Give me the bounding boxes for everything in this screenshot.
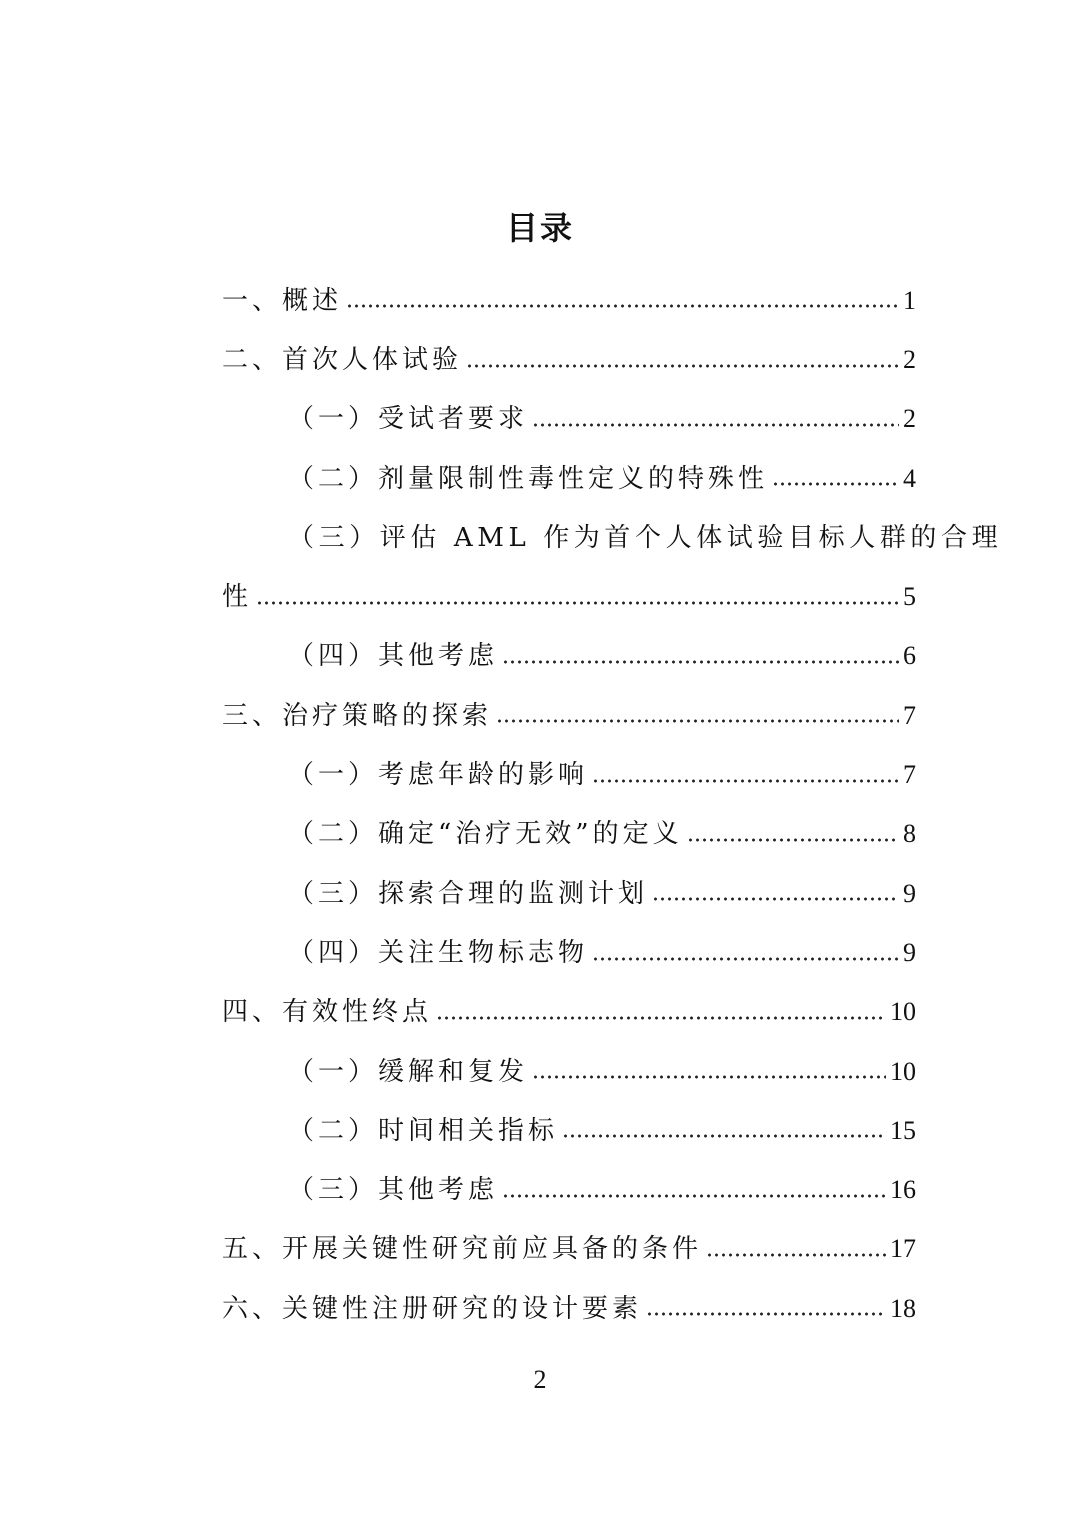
toc-entry[interactable] bbox=[222, 627, 916, 686]
toc-entry-page: 7 bbox=[903, 700, 916, 730]
dot-leader bbox=[772, 477, 899, 491]
toc-entry-label: （一）受试者要求 bbox=[288, 404, 529, 435]
toc-entry-label: 二、首次人体试验 bbox=[222, 344, 463, 375]
toc-entry-page: 10 bbox=[890, 997, 916, 1027]
dot-leader bbox=[532, 418, 899, 432]
toc-entry-label: （四）其他考虑 bbox=[288, 641, 499, 672]
toc-entry[interactable] bbox=[222, 1160, 916, 1219]
toc-entry-label: （四）关注生物标志物 bbox=[288, 937, 589, 968]
dot-leader bbox=[652, 892, 899, 906]
dot-leader bbox=[687, 833, 899, 847]
toc-entry-page: 7 bbox=[903, 760, 916, 790]
toc-entry[interactable] bbox=[222, 923, 916, 982]
toc-entry-label: 三、治疗策略的探索 bbox=[222, 700, 493, 731]
toc-title: 目录 bbox=[505, 209, 574, 247]
dot-leader bbox=[532, 1070, 886, 1084]
toc-entry-label: （三）其他考虑 bbox=[288, 1175, 499, 1206]
dot-leader bbox=[646, 1307, 886, 1321]
toc-entry[interactable] bbox=[222, 745, 916, 804]
toc-entry-label: （二）时间相关指标 bbox=[288, 1115, 559, 1146]
toc-entry-page: 9 bbox=[903, 878, 916, 908]
dot-leader bbox=[346, 299, 899, 313]
dot-leader bbox=[706, 1248, 886, 1262]
toc-entry[interactable] bbox=[222, 508, 1003, 567]
toc-entry[interactable] bbox=[222, 686, 916, 745]
toc-entry[interactable] bbox=[222, 1279, 916, 1338]
toc-entry-page: 10 bbox=[890, 1056, 916, 1086]
page-number: 2 bbox=[533, 1365, 547, 1394]
dot-leader bbox=[436, 1011, 886, 1025]
toc-entry-label: 四、有效性终点 bbox=[222, 997, 433, 1028]
toc-entry-label: 五、开展关键性研究前应具备的条件 bbox=[222, 1234, 703, 1265]
toc-entry[interactable] bbox=[222, 330, 916, 389]
dot-leader bbox=[466, 359, 899, 373]
dot-leader bbox=[502, 655, 899, 669]
toc-entry-label: 一、概述 bbox=[222, 285, 343, 316]
toc-entry-label: （一）考虑年龄的影响 bbox=[288, 760, 589, 791]
toc-entry-label: （三）探索合理的监测计划 bbox=[288, 878, 649, 909]
toc-entry-page: 17 bbox=[890, 1234, 916, 1264]
toc-entry-label-continuation: 性 bbox=[222, 582, 253, 613]
toc-entry-page: 9 bbox=[903, 937, 916, 967]
dot-leader bbox=[256, 596, 899, 610]
table-of-contents bbox=[222, 271, 1003, 1338]
toc-entry-page: 6 bbox=[903, 641, 916, 671]
toc-entry-page: 15 bbox=[890, 1115, 916, 1145]
toc-entry[interactable] bbox=[222, 864, 916, 923]
toc-entry[interactable] bbox=[222, 1220, 916, 1279]
toc-entry[interactable] bbox=[222, 983, 916, 1042]
toc-entry-label: 六、关键性注册研究的设计要素 bbox=[222, 1293, 643, 1324]
toc-entry-page: 16 bbox=[890, 1175, 916, 1205]
toc-entry-label: （二）剂量限制性毒性定义的特殊性 bbox=[288, 463, 769, 494]
toc-entry-page: 8 bbox=[903, 819, 916, 849]
dot-leader bbox=[562, 1129, 886, 1143]
dot-leader bbox=[496, 714, 899, 728]
dot-leader bbox=[502, 1189, 886, 1203]
toc-entry-label: （三）评估 AML 作为首个人体试验目标人群的合理 bbox=[288, 522, 1003, 553]
toc-entry[interactable] bbox=[222, 1101, 916, 1160]
toc-entry-page: 4 bbox=[903, 463, 916, 493]
toc-entry[interactable] bbox=[222, 390, 916, 449]
toc-entry-label: （一）缓解和复发 bbox=[288, 1056, 529, 1087]
toc-entry[interactable] bbox=[222, 449, 916, 508]
toc-entry-continuation[interactable] bbox=[222, 567, 916, 626]
toc-entry-page: 1 bbox=[903, 285, 916, 315]
toc-entry-page: 2 bbox=[903, 344, 916, 374]
dot-leader bbox=[592, 952, 899, 966]
toc-entry-page: 5 bbox=[903, 582, 916, 612]
dot-leader bbox=[592, 774, 899, 788]
toc-entry[interactable] bbox=[222, 271, 916, 330]
toc-entry-page: 2 bbox=[903, 404, 916, 434]
toc-entry[interactable] bbox=[222, 805, 916, 864]
toc-entry-page: 18 bbox=[890, 1293, 916, 1323]
toc-entry[interactable] bbox=[222, 1042, 916, 1101]
toc-entry-label: （二）确定“治疗无效”的定义 bbox=[288, 819, 683, 850]
